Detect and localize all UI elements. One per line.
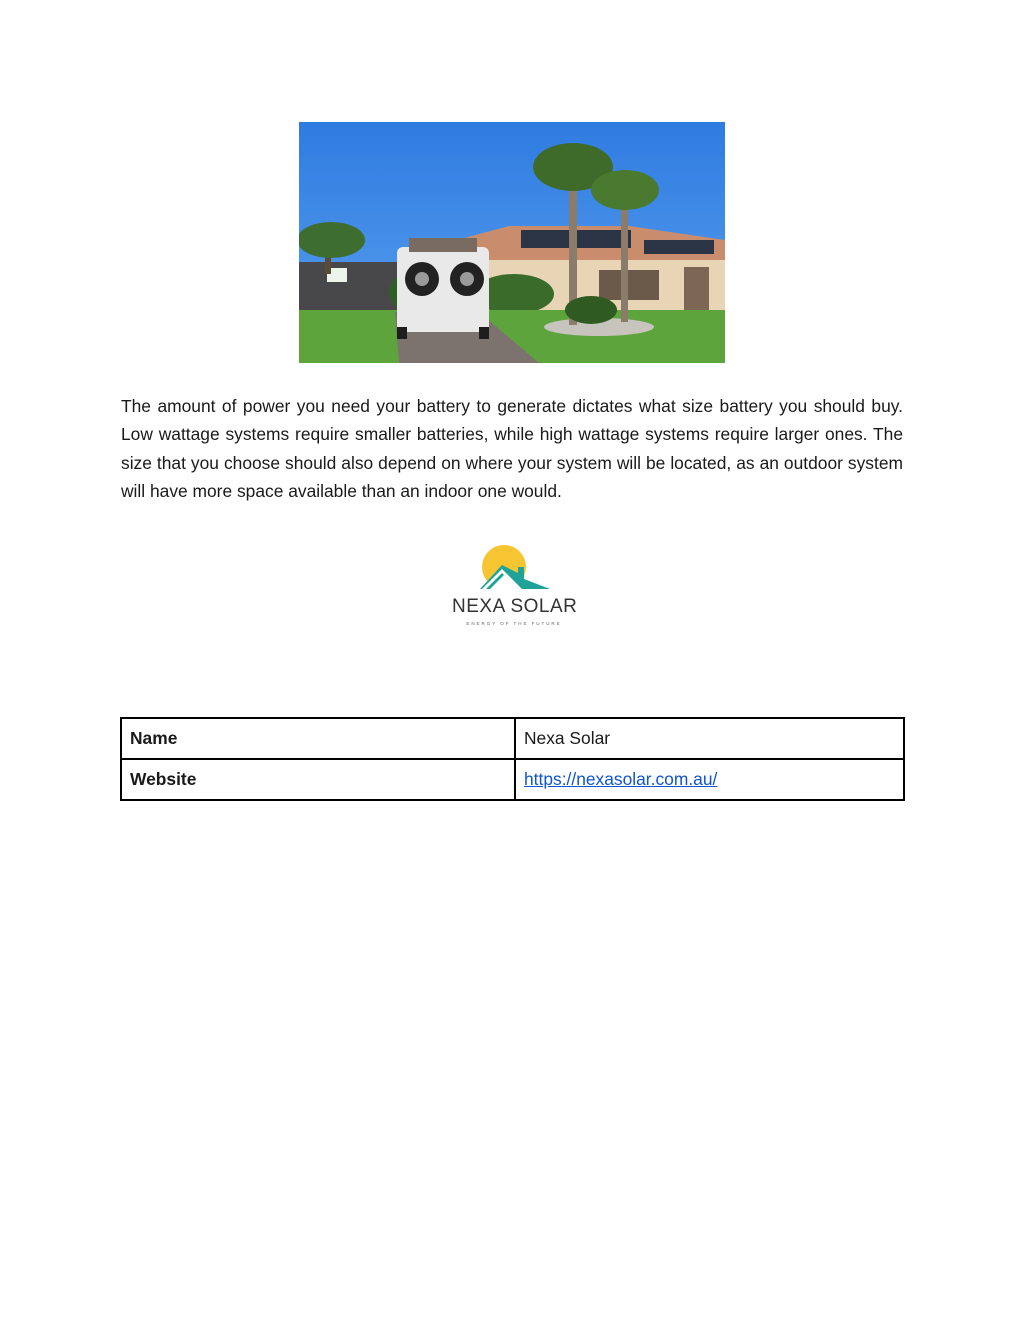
website-label: Website (121, 759, 515, 800)
solar-panels-right (644, 240, 714, 254)
palm-trunk-2 (621, 192, 628, 322)
palm-crown-2 (591, 170, 659, 210)
table-row (121, 759, 904, 800)
house-door (684, 267, 709, 312)
house-photo (299, 122, 725, 363)
nexa-solar-logo (452, 543, 576, 631)
website-cell (515, 759, 904, 800)
table-row (121, 718, 904, 759)
body-paragraph: The amount of power you need your battery to generate dictates what size battery you should buy. Low wattage systems require smaller batteries, while high wattage systems require larger ones. The size that you choose should also depend on where your system will be located, as an outdoor system will have more space available than an indoor one would. (121, 396, 903, 501)
name-label: Name (121, 718, 515, 759)
house-photo-illustration (299, 122, 725, 363)
sun-roof-icon (452, 543, 576, 595)
logo-wordmark: NEXA SOLAR (452, 596, 578, 617)
name-value: Nexa Solar (515, 718, 904, 759)
logo-tagline: ENERGY OF THE FUTURE (466, 621, 562, 626)
left-palm (299, 222, 365, 258)
house-window (599, 270, 659, 300)
website-link[interactable]: https://nexasolar.com.au/ (524, 769, 718, 789)
company-info-table (120, 717, 905, 801)
